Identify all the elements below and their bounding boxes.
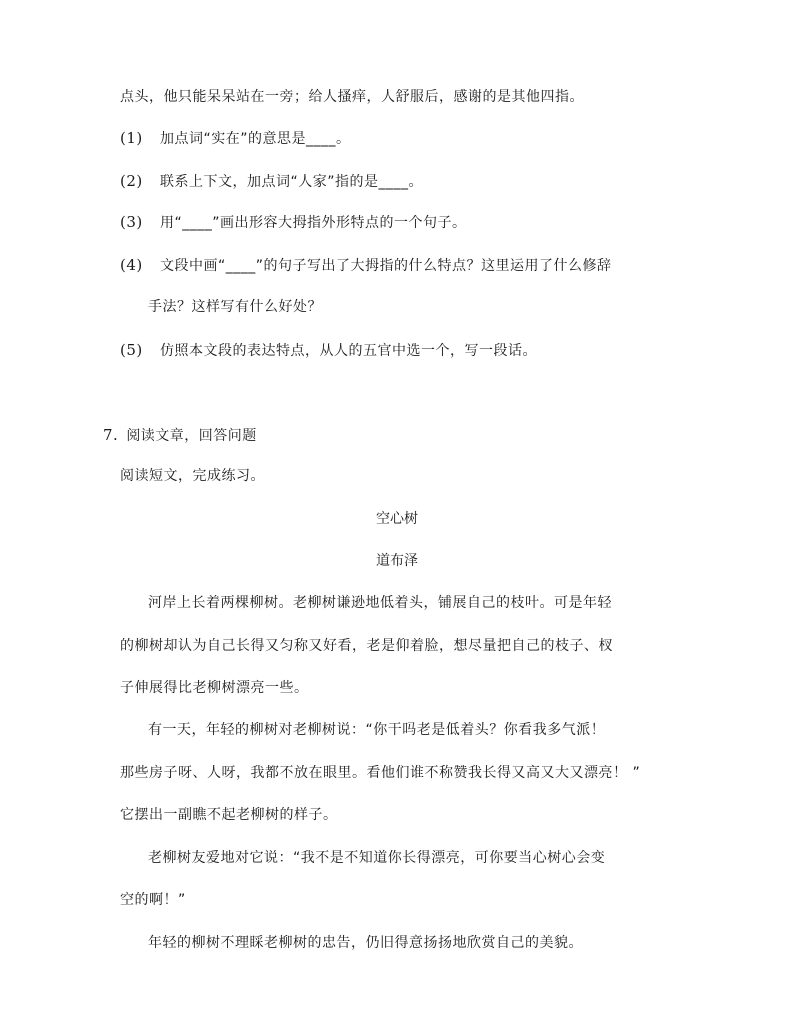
paragraph-2-line-3: 它摆出一副瞧不起老柳树的样子。: [120, 807, 338, 823]
question-number: (4): [120, 256, 143, 274]
section-number: 7.: [103, 426, 119, 444]
paragraph-2-line-1: 有一天，年轻的柳树对老柳树说：“你干吗老是低着头？你看我多气派！: [148, 722, 606, 738]
question-text: 加点词“实在”的意思是____。: [160, 131, 351, 147]
question-4-continuation: 手法？这样写有什么好处？: [148, 299, 322, 315]
question-number: (5): [120, 341, 143, 359]
previous-passage-line: 点头，他只能呆呆站在一旁；给人搔痒，人舒服后，感谢的是其他四指。: [120, 89, 584, 105]
paragraph-1-line-3: 子伸展得比老柳树漂亮一些。: [120, 680, 309, 696]
paragraph-2-line-2: 那些房子呀、人呀，我都不放在眼里。看他们谁不称赞我长得又高又大又漂亮！ ”: [120, 765, 641, 781]
question-number: (3): [120, 213, 143, 231]
question-number: (2): [120, 172, 143, 190]
paragraph-1-line-1: 河岸上长着两棵柳树。老柳树谦逊地低着头，铺展自己的枝叶。可是年轻: [148, 595, 612, 611]
passage-title: 空心树: [376, 511, 418, 527]
paragraph-4-line-1: 年轻的柳树不理睬老柳树的忠告，仍旧得意扬扬地欣赏自己的美貌。: [148, 935, 583, 951]
question-5: [120, 341, 537, 360]
question-text: 文段中画“____”的句子写出了大拇指的什么特点？这里运用了什么修辞: [160, 258, 612, 274]
question-1: [120, 129, 351, 148]
paragraph-1-line-2: 的柳树却认为自己长得又匀称又好看，老是仰着脸，想尽量把自己的枝子、杈: [120, 638, 613, 654]
section-heading-text: 阅读文章，回答问题: [126, 428, 257, 444]
question-number: (1): [120, 129, 143, 147]
passage-author: 道布泽: [376, 553, 418, 569]
question-text: 联系上下文，加点词“人家”指的是____。: [160, 174, 424, 190]
question-3: [120, 213, 467, 232]
question-2: [120, 172, 423, 191]
section-7-heading: [103, 426, 257, 445]
question-4: [120, 256, 612, 275]
question-text: 仿照本文段的表达特点，从人的五官中选一个，写一段话。: [160, 343, 537, 359]
paragraph-3-line-2: 空的啊！”: [120, 892, 186, 908]
instruction: 阅读短文，完成练习。: [120, 468, 265, 484]
question-text: 用“____”画出形容大拇指外形特点的一个句子。: [160, 215, 467, 231]
paragraph-3-line-1: 老柳树友爱地对它说：“我不是不知道你长得漂亮，可你要当心树心会变: [148, 850, 606, 866]
